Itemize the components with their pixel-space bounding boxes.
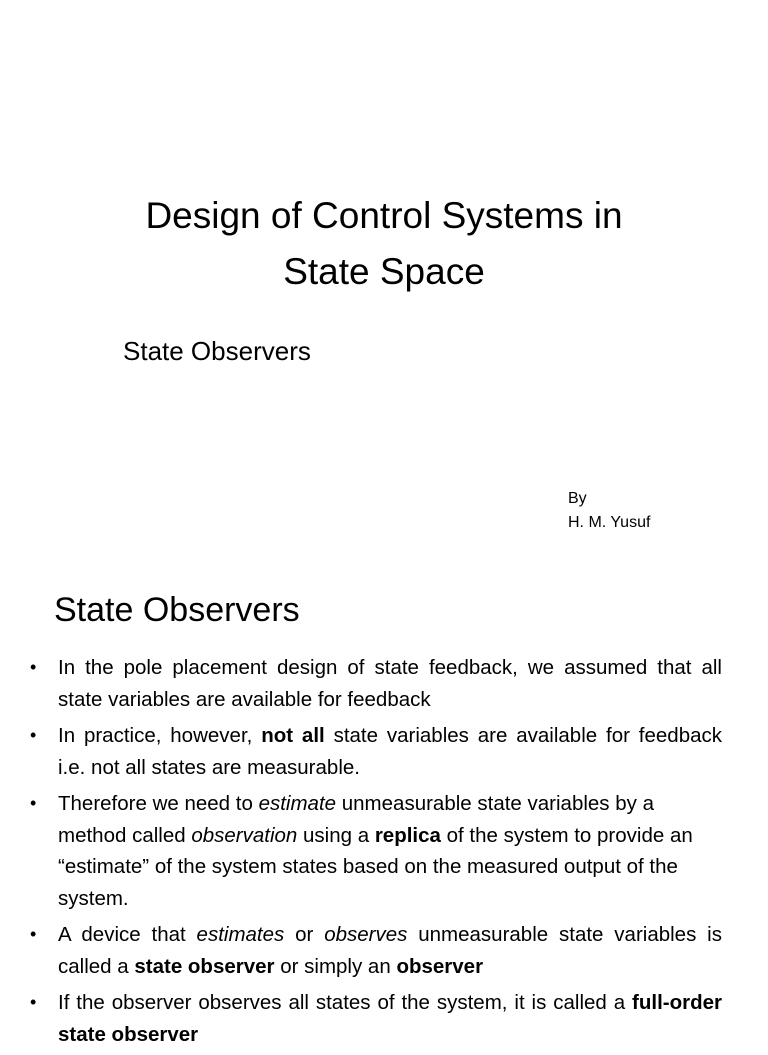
bullet-item bbox=[30, 788, 722, 914]
bullet-item bbox=[30, 919, 722, 982]
bullet-item bbox=[30, 720, 722, 783]
bullet-segment: In the pole placement design of state feedback, we assumed that all state variables are available for feedback bbox=[58, 656, 722, 711]
bullet-text bbox=[58, 923, 722, 978]
bullet-segment: or bbox=[284, 923, 325, 946]
bullet-emphasis: full-order state observer bbox=[58, 991, 722, 1046]
bullet-text bbox=[58, 991, 722, 1046]
bullet-text bbox=[58, 792, 693, 910]
title-line-1: Design of Control Systems in bbox=[145, 195, 623, 236]
bullet-dot-icon: • bbox=[30, 793, 37, 813]
title-line-2: State Space bbox=[283, 251, 485, 292]
presentation-title bbox=[60, 188, 708, 300]
bullet-segment: A device that bbox=[58, 923, 197, 946]
presentation-subtitle: State Observers bbox=[123, 336, 311, 366]
bullet-dot-icon: • bbox=[30, 924, 37, 944]
bullet-item bbox=[30, 652, 722, 715]
bullet-emphasis: replica bbox=[374, 823, 441, 847]
content-slide bbox=[0, 576, 768, 1046]
bullet-segment: unmeasurable state variables by a method called bbox=[58, 792, 654, 847]
bullet-emphasis: not all bbox=[261, 724, 325, 747]
bullet-emphasis: state observer bbox=[134, 954, 275, 978]
bullet-segment: state variables are available for feedback i.e. not all states are measurable. bbox=[58, 724, 722, 779]
bullet-emphasis: observer bbox=[396, 954, 484, 978]
bullet-text bbox=[58, 656, 722, 711]
bullet-segment: or simply an bbox=[274, 954, 397, 978]
bullet-dot-icon: • bbox=[30, 725, 37, 745]
bullet-text bbox=[58, 724, 722, 779]
bullet-segment: Therefore we need to bbox=[58, 792, 259, 815]
bullet-dot-icon: • bbox=[30, 657, 37, 677]
bullet-italic: observes bbox=[324, 923, 408, 946]
bullet-segment: unmeasurable state variables is called a bbox=[58, 923, 722, 978]
by-label: By bbox=[568, 490, 587, 507]
bullet-italic: observation bbox=[191, 823, 298, 847]
byline bbox=[568, 487, 650, 535]
bullet-segment: of the system to provide an “estimate” of the system states based on the measured output of the system. bbox=[58, 823, 693, 910]
bullet-item bbox=[30, 987, 722, 1050]
bullet-dot-icon: • bbox=[30, 992, 37, 1012]
bullet-segment: In practice, however, bbox=[58, 724, 262, 747]
slide-heading: State Observers bbox=[54, 591, 300, 629]
author-name: H. M. Yusuf bbox=[568, 514, 651, 531]
bullet-segment: using a bbox=[297, 823, 375, 847]
bullet-italic: estimate bbox=[258, 792, 337, 815]
bullet-list bbox=[30, 652, 722, 1055]
bullet-italic: estimates bbox=[196, 923, 285, 946]
bullet-segment: If the observer observes all states of the system, it is called a bbox=[58, 991, 633, 1014]
